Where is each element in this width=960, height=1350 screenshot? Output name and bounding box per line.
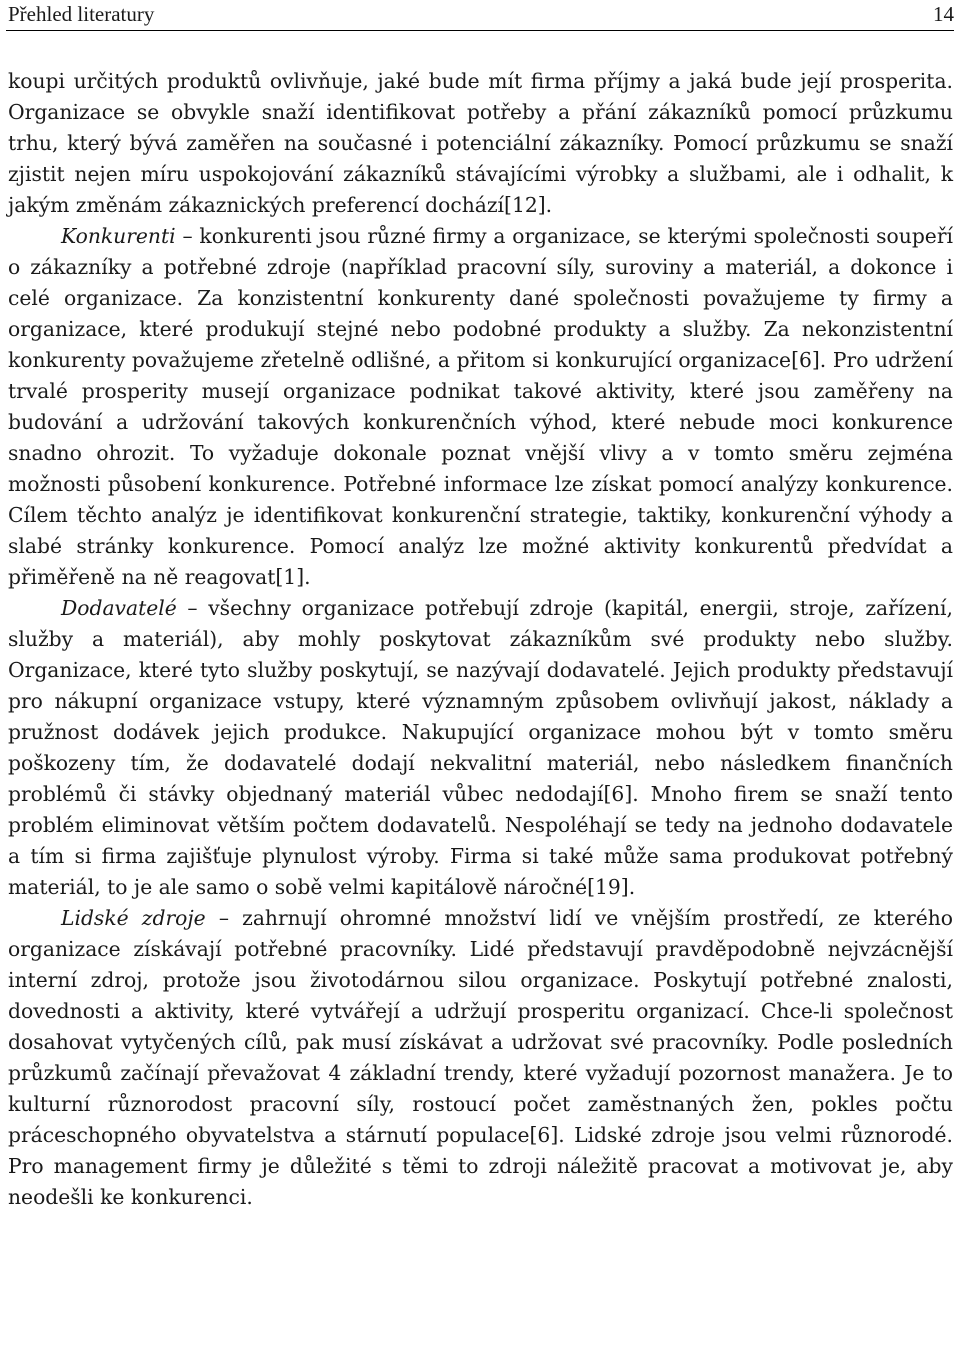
page-number: 14	[933, 2, 954, 26]
body-text	[8, 66, 953, 1213]
term-lidske-zdroje: Lidské zdroje	[61, 906, 206, 930]
page-header	[6, 0, 954, 31]
paragraph-text: koupi určitých produktů ovlivňuje, jaké bude mít firma příjmy a jaká bude její prosperita. Organizace se obvykle snaží identifikovat potřeby a přání zákazníků pomocí průzkumu trhu, který bývá zaměřen na současné i potenciální zákazníky. Pomocí průzkumu se snaží zjistit nejen míru uspokojování zákazníků stávajícími výrobky a službami, ale i odhalit, k jakým změnám zákaznických preferencí dochází[12].	[8, 69, 953, 217]
paragraph-text: – všechny organizace potřebují zdroje (kapitál, energii, stroje, zařízení, služby a materiál), aby mohly poskytovat zákazníkům své produkty nebo služby. Organizace, které tyto služby poskytují, se nazývají dodavatelé. Jejich produkty představují pro nákupní organizace vstupy, které významným způsobem ovlivňují jakost, náklady a pružnost dodávek jejich produkce. Nakupující organizace mohou být v tomto směru poškozeny tím, že dodavatelé dodají nekvalitní materiál, nebo následkem finančních problémů či stávky objednaný materiál vůbec nedodají[6]. Mnoho firem se snaží tento problém eliminovat větším počtem dodavatelů. Nespoléhají se tedy na jednoho dodavatele a tím si firma zajišťuje plynulost výroby. Firma si také může sama produkovat potřebný materiál, to je ale samo o sobě velmi kapitálově náročné[19].	[8, 596, 953, 899]
term-dodavatele: Dodavatelé	[61, 596, 177, 620]
paragraph-dodavatele	[8, 593, 953, 903]
paragraph-lidske-zdroje	[8, 903, 953, 1213]
term-konkurenti: Konkurenti	[61, 224, 176, 248]
paragraph-text: – zahrnují ohromné množství lidí ve vnějším prostředí, ze kterého organizace získávají potřebné pracovníky. Lidé představují pravděpodobně nejvzácnější interní zdroj, protože jsou životodárnou silou organizace. Poskytují potřebné znalosti, dovednosti a aktivity, které vytvářejí a udržují prosperitu organizací. Chce-li společnost dosahovat vytyčených cílů, pak musí získávat a udržovat své pracovníky. Podle posledních průzkumů začínají převažovat 4 základní trendy, které vyžadují pozornost manažera. Je to kulturní různorodost pracovní síly, rostoucí počet zaměstnaných žen, pokles počtu práceschopného obyvatelstva a stárnutí populace[6]. Lidské zdroje jsou velmi různorodé. Pro management firmy je důležité s těmi to zdroji náležitě pracovat a motivovat je, aby neodešli ke konkurenci.	[8, 906, 953, 1209]
paragraph-text: – konkurenti jsou různé firmy a organizace, se kterými společnosti soupeří o zákazníky a potřebné zdroje (například pracovní síly, suroviny a materiál, a dokonce i celé organizace. Za konzistentní konkurenty dané společnosti považujeme ty firmy a organizace, které produkují stejné nebo podobné produkty a služby. Za nekonzistentní konkurenty považujeme zřetelně odlišné, a přitom si konkurující organizace[6]. Pro udržení trvalé prosperity musejí organizace podnikat takové aktivity, které jsou zaměřeny na budování a udržování takových konkurenčních výhod, které nebude moci konkurence snadno ohrozit. To vyžaduje dokonale poznat vnější vlivy a v tomto směru zejména možnosti působení konkurence. Potřebné informace lze získat pomocí analýzy konkurence. Cílem těchto analýz je identifikovat konkurenční strategie, taktiky, konkurenční výhody a slabé stránky konkurence. Pomocí analýz lze možné aktivity konkurentů předvídat a přiměřeně na ně reagovat[1].	[8, 224, 953, 589]
running-title: Přehled literatury	[8, 2, 155, 26]
paragraph-konkurenti	[8, 221, 953, 593]
paragraph-zakaznici-continued	[8, 66, 953, 221]
